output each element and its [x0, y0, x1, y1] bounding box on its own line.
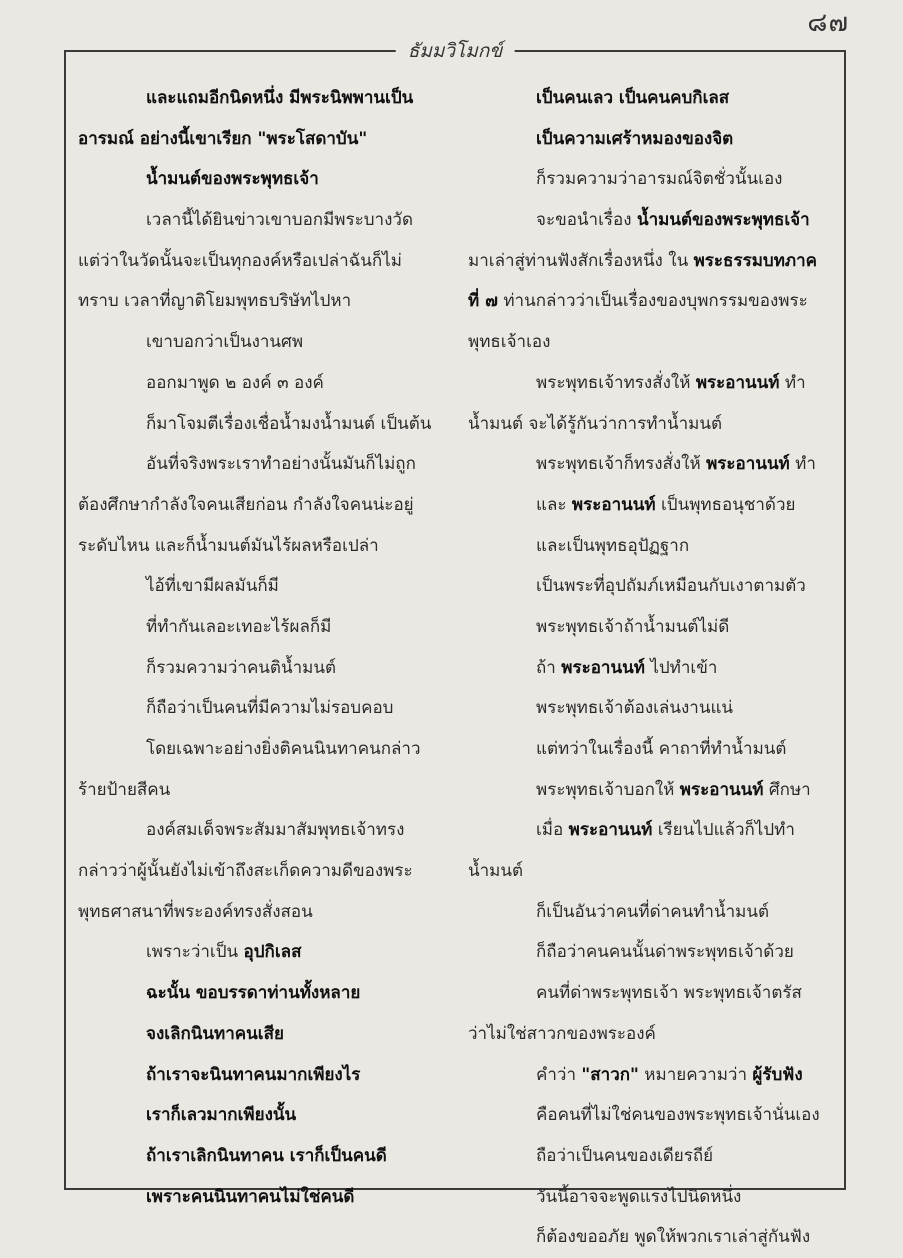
text-span: โดยเฉพาะอย่างยิ่งติคนนินทาคนกล่าว	[146, 739, 421, 759]
text-span: คำว่า	[536, 1064, 582, 1085]
text-span: ถ้า	[536, 657, 562, 678]
bold-text-span: เป็นคนเลว เป็นคนคบกิเลส	[536, 88, 730, 108]
text-line	[78, 159, 450, 200]
text-span: ว่าไม่ใช่สาวกของพระองค์	[468, 1023, 656, 1044]
running-header-title: ธัมมวิโมกข์	[396, 36, 515, 66]
text-span: พระพุทธเจ้าทรงสั่งให้	[536, 372, 696, 393]
text-line	[78, 851, 450, 892]
text-span: แต่ทว่าในเรื่องนี้ คาถาที่ทำน้ำมนต์	[536, 739, 787, 759]
text-span: ไปทำเข้า	[644, 657, 718, 678]
text-line	[468, 159, 828, 200]
text-line	[78, 607, 450, 648]
page-number: ๘๗	[807, 8, 849, 38]
bold-text-span: ผู้รับฟัง	[752, 1064, 803, 1085]
text-line	[78, 485, 450, 526]
text-line	[468, 404, 828, 445]
bold-text-span: พระอานนท์	[561, 657, 645, 678]
text-line	[78, 78, 450, 119]
text-line	[468, 688, 828, 729]
text-span: เขาบอกว่าเป็นงานศพ	[146, 332, 304, 353]
text-span: ก็ต้องขออภัย พูดให้พวกเราเล่าสู่กันฟัง	[536, 1227, 811, 1248]
bold-text-span: เราก็เลวมากเพียงนั้น	[146, 1105, 297, 1126]
text-line	[468, 1217, 828, 1258]
text-line	[78, 932, 450, 973]
text-span: ระดับไหน และก็น้ำมนต์มันไร้ผลหรือเปล่า	[78, 535, 379, 556]
bold-text-span: ถ้าเราเลิกนินทาคน เราก็เป็นคนดี	[146, 1145, 387, 1166]
text-span: ร้ายป้ายสีคน	[78, 779, 171, 800]
text-span: ทำ	[789, 454, 816, 475]
text-line	[78, 973, 450, 1014]
text-line	[468, 892, 828, 933]
bold-text-span: "สาวก"	[581, 1064, 639, 1085]
text-span: เรียนไปแล้วก็ไปทำ	[652, 820, 795, 841]
text-span: พุทธศาสนาที่พระองค์ทรงสั่งสอน	[78, 901, 313, 922]
text-line	[468, 932, 828, 973]
text-line	[468, 1014, 828, 1055]
text-span: พระพุทธเจ้าถ้าน้ำมนต์ไม่ดี	[536, 616, 730, 637]
bold-text-span: พระอานนท์	[679, 779, 764, 800]
text-span: วันนี้อาจจะพูดแรงไปนิดหนึ่ง	[536, 1186, 742, 1207]
text-span: ออกมาพูด ๒ องค์ ๓ องค์	[146, 372, 324, 393]
bold-text-span: พระอานนท์	[571, 494, 656, 515]
text-span: หมายความว่า	[638, 1064, 753, 1085]
text-line	[78, 566, 450, 607]
text-line	[78, 648, 450, 689]
text-line	[78, 241, 450, 282]
text-line	[468, 648, 828, 689]
text-span: ก็รวมความว่าอารมณ์จิตชั่วนั้นเอง	[536, 169, 783, 190]
text-line	[78, 1055, 450, 1096]
bold-text-span: อารมณ์ อย่างนี้เขาเรียก "พระโสดาบัน"	[78, 128, 368, 149]
text-span: คือคนที่ไม่ใช่คนของพระพุทธเจ้านั่นเอง	[536, 1105, 820, 1126]
text-span: องค์สมเด็จพระสัมมาสัมพุทธเจ้าทรง	[146, 820, 405, 841]
bold-text-span: อุปกิเลส	[243, 942, 302, 963]
bold-text-span: เป็นความเศร้าหมองของจิต	[536, 128, 734, 149]
text-span: แต่ว่าในวัดนั้นจะเป็นทุกองค์หรือเปล่าฉันก็ไม่	[78, 250, 402, 271]
text-span: ถือว่าเป็นคนของเดียรถีย์	[536, 1145, 714, 1166]
text-line	[468, 1055, 828, 1096]
text-span: ไอ้ที่เขามีผลมันก็มี	[146, 576, 279, 597]
text-line	[78, 1177, 450, 1218]
text-line	[78, 892, 450, 933]
text-line	[78, 729, 450, 770]
text-span: เวลานี้ได้ยินข่าวเขาบอกมีพระบางวัด	[146, 210, 413, 231]
text-line	[468, 119, 828, 160]
text-line	[468, 1095, 828, 1136]
text-span: น้ำมนต์ จะได้รู้กันว่าการทำน้ำมนต์	[468, 413, 723, 434]
text-line	[78, 1136, 450, 1177]
text-line	[468, 973, 828, 1014]
text-line	[468, 607, 828, 648]
text-line	[78, 1014, 450, 1055]
bold-text-span: ฉะนั้น ขอบรรดาท่านทั้งหลาย	[146, 983, 361, 1004]
text-span: ก็มาโจมตีเรื่องเชื่อน้ำมงน้ำมนต์ เป็นต้น	[146, 413, 432, 434]
text-span: คนที่ด่าพระพุทธเจ้า พระพุทธเจ้าตรัส	[536, 983, 802, 1004]
text-span: เป็นพระที่อุปถัมภ์เหมือนกับเงาตามตัว	[536, 576, 806, 597]
text-span: ที่ทำกันเลอะเทอะไร้ผลก็มี	[146, 616, 332, 637]
text-span: พระพุทธเจ้าก็ทรงสั่งให้	[536, 454, 707, 475]
bold-text-span: พระอานนท์	[695, 372, 780, 393]
text-span: น้ำมนต์	[468, 861, 524, 882]
text-line	[468, 200, 828, 241]
right-text-column	[468, 78, 828, 1258]
text-span: และ	[536, 494, 572, 515]
bold-text-span: ที่ ๗	[468, 291, 498, 312]
text-line	[468, 363, 828, 404]
text-line	[78, 322, 450, 363]
text-line	[78, 200, 450, 241]
text-line	[468, 770, 828, 811]
text-line	[78, 281, 450, 322]
text-line	[468, 1177, 828, 1218]
text-span: จะขอนำเรื่อง	[536, 210, 637, 231]
bold-text-span: เพราะคนนินทาคนไม่ใช่คนดี	[146, 1186, 355, 1207]
text-line	[468, 566, 828, 607]
text-line	[78, 119, 450, 160]
text-line	[78, 404, 450, 445]
text-span: อันที่จริงพระเราทำอย่างนั้นมันก็ไม่ถูก	[146, 454, 416, 475]
text-line	[468, 729, 828, 770]
text-span: กล่าวว่าผู้นั้นยังไม่เข้าถึงสะเก็ดความดีของพระ	[78, 861, 413, 882]
text-line	[468, 322, 828, 363]
text-line	[468, 851, 828, 892]
text-span: ก็รวมความว่าคนติน้ำมนต์	[146, 657, 337, 678]
text-line	[78, 810, 450, 851]
bold-text-span: และแถมอีกนิดหนึ่ง มีพระนิพพานเป็น	[146, 88, 414, 108]
text-line	[468, 241, 828, 282]
text-span: พระพุทธเจ้าบอกให้	[536, 779, 680, 800]
text-span: ศึกษา	[763, 779, 811, 800]
text-span: พระพุทธเจ้าต้องเล่นงานแน่	[536, 698, 734, 719]
text-line	[78, 444, 450, 485]
text-span: เมื่อ	[536, 820, 569, 841]
text-span: ท่านกล่าวว่าเป็นเรื่องของบุพกรรมของพระ	[497, 291, 808, 312]
text-line	[468, 78, 828, 119]
bold-text-span: น้ำมนต์ของพระพุทธเจ้า	[636, 210, 810, 231]
text-span: มาเล่าสู่ท่านฟังสักเรื่องหนึ่ง ใน	[468, 250, 694, 271]
text-span: เพราะว่าเป็น	[146, 942, 244, 963]
bold-text-span: ถ้าเราจะนินทาคนมากเพียงไร	[146, 1064, 361, 1085]
text-line	[468, 1136, 828, 1177]
text-line	[468, 281, 828, 322]
text-span: ทราบ เวลาที่ญาติโยมพุทธบริษัทไปหา	[78, 291, 352, 312]
text-line	[468, 485, 828, 526]
text-span: ทำ	[779, 372, 806, 393]
text-span: ต้องศึกษากำลังใจคนเสียก่อน กำลังใจคนน่ะอยู่	[78, 494, 414, 515]
bold-text-span: จงเลิกนินทาคนเสีย	[146, 1023, 284, 1044]
left-text-column	[78, 78, 450, 1217]
text-line	[78, 688, 450, 729]
text-line	[468, 810, 828, 851]
text-span: และเป็นพุทธอุปัฏฐาก	[536, 535, 690, 556]
bold-text-span: พระอานนท์	[568, 820, 653, 841]
text-span: พุทธเจ้าเอง	[468, 332, 551, 353]
text-line	[78, 363, 450, 404]
text-span: เป็นพุทธอนุชาด้วย	[655, 494, 796, 515]
text-span: ก็เป็นอันว่าคนที่ด่าคนทำน้ำมนต์	[536, 901, 770, 922]
text-line	[468, 526, 828, 567]
text-line	[78, 770, 450, 811]
bold-text-span: พระธรรมบทภาค	[693, 250, 818, 271]
bold-text-span: น้ำมนต์ของพระพุทธเจ้า	[146, 169, 319, 190]
text-line	[468, 444, 828, 485]
text-span: ก็ถือว่าคนคนนั้นด่าพระพุทธเจ้าด้วย	[536, 942, 794, 963]
text-span: ก็ถือว่าเป็นคนที่มีความไม่รอบคอบ	[146, 698, 394, 719]
text-line	[78, 1095, 450, 1136]
text-line	[78, 526, 450, 567]
bold-text-span: พระอานนท์	[706, 454, 790, 475]
